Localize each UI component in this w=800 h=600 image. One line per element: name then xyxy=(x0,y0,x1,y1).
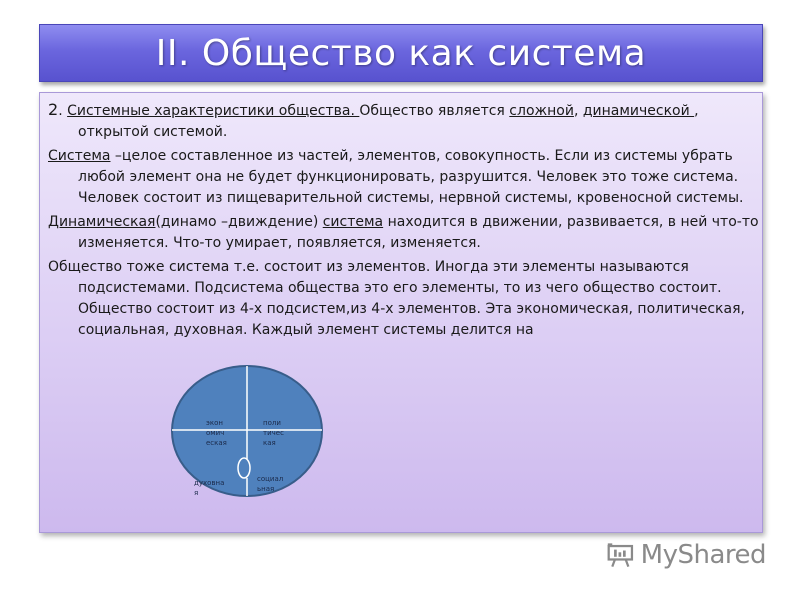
segment-social-line-2: ьная xyxy=(257,485,275,493)
content-box xyxy=(39,92,763,533)
paragraph-society xyxy=(48,257,760,341)
system-word: система xyxy=(322,214,384,230)
dynamic-heading: Динамическая xyxy=(48,214,156,230)
title-bar xyxy=(39,24,763,82)
segment-economic-line-1: экон xyxy=(206,419,223,427)
text-area xyxy=(48,99,760,344)
open-system-text: , открытой системой. xyxy=(78,103,699,140)
presentation-board-icon xyxy=(606,540,635,570)
segment-spiritual xyxy=(194,478,224,498)
segment-spiritual-line-1: духовна xyxy=(194,479,225,487)
paragraph-system xyxy=(48,146,760,209)
society-text: Общество тоже система т.е. состоит из элементов. Иногда эти элементы называются подсистемами. Подсистема общества это его элементы, то из чего общество состоит. Общество состоит из 4-х подсистем,из 4-х элементов. Эта экономическая, политическая, социальная, духовная. Каждый элемент системы делится на xyxy=(48,259,745,338)
segment-economic xyxy=(206,418,227,448)
dynamic-term: динамической xyxy=(582,103,695,119)
segment-political-line-1: поли xyxy=(263,419,281,427)
characteristics-text: Общество является xyxy=(359,103,510,119)
slide-title: II. Общество как система xyxy=(155,32,647,74)
segment-spiritual-line-2: я xyxy=(194,489,199,497)
characteristics-heading: Системные характеристики общества. xyxy=(67,103,360,119)
myshared-logo[interactable] xyxy=(606,538,766,572)
comma-separator: , xyxy=(573,103,583,119)
dynamic-etymology: (динамо –движдение) xyxy=(155,214,323,230)
paragraph-dynamic xyxy=(48,212,760,254)
system-definition: –целое составленное из частей, элементов, совокупность. Если из системы убрать любой элемент она не будет функционировать, разрушится. Человек это тоже система. Человек состоит из пищеварительной системы, нервной системы, кровеносной системы. xyxy=(78,148,744,206)
segment-social xyxy=(257,474,283,494)
segment-political-line-2: тичес xyxy=(263,429,284,437)
number-dot: . xyxy=(58,103,68,119)
paragraph-characteristics xyxy=(48,99,760,143)
system-term: Система xyxy=(48,148,111,164)
paragraph-number: 2 xyxy=(48,100,59,119)
segment-economic-line-2: омич xyxy=(206,429,225,437)
segment-social-line-1: социал xyxy=(257,475,284,483)
segment-political-line-3: кая xyxy=(263,439,276,447)
complex-term: сложной xyxy=(509,103,574,119)
subsystems-diagram xyxy=(170,364,324,498)
segment-political xyxy=(263,418,284,448)
logo-text: MyShared xyxy=(640,540,766,570)
dynamic-definition: находится в движении, развивается, в ней что-то изменяется. Что-то умирает, появляется, изменяется. xyxy=(78,214,759,251)
segment-economic-line-3: еская xyxy=(206,439,227,447)
